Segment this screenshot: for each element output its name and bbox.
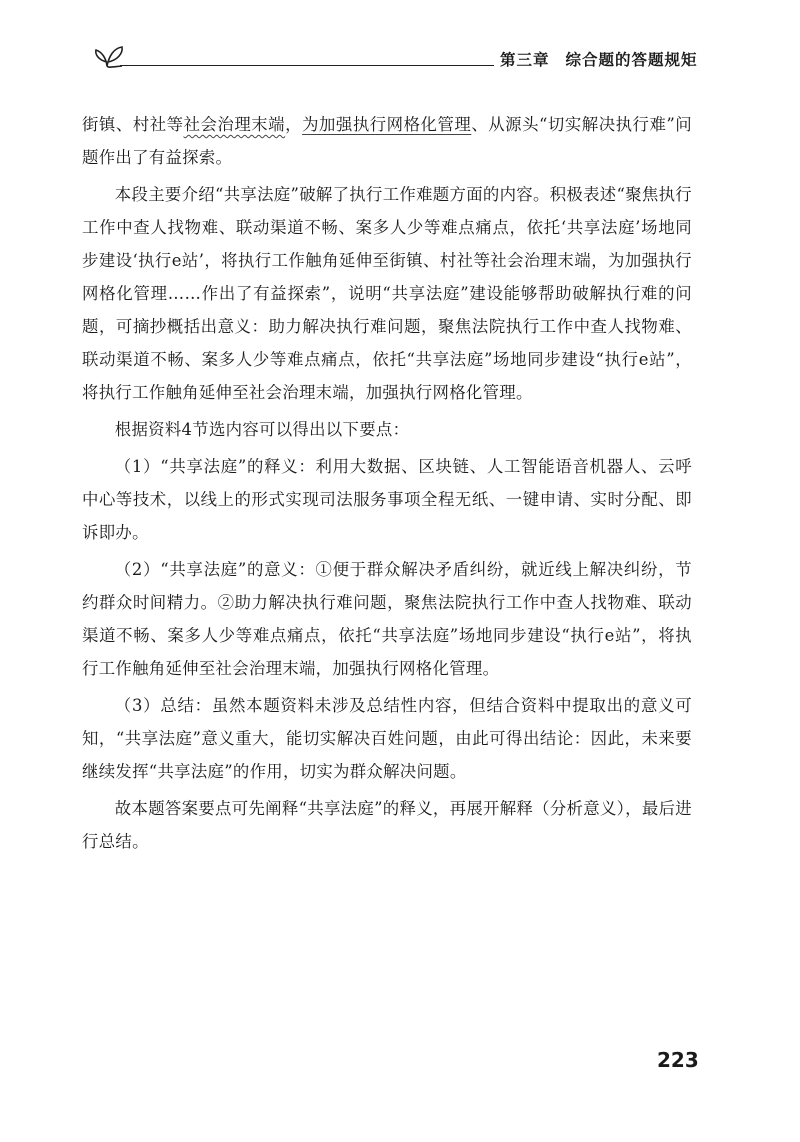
paragraph-continued [82, 108, 692, 174]
text-run: 、从源头“切实解决执行难”问题作出了有益探索。 [82, 115, 692, 167]
chapter-number: 第三章 [500, 51, 550, 69]
paragraph-point-2: （2）“共享法庭”的意义：①便于群众解决矛盾纠纷，就近线上解决纠纷，节约群众时间精力。②助力解决执行难问题，聚焦法院执行工作中查人找物难、联动渠道不畅、案多人少等难点痛点，依托“共享法庭”场地同步建设“执行e站”，将执行工作触角延伸至社会治理末端，加强执行网格化管理。 [82, 560, 692, 678]
underlined-text: 为加强执行网格化管理 [302, 115, 472, 134]
page-number: 223 [657, 1048, 699, 1072]
paragraph-point-3: （3）总结：虽然本题资料未涉及总结性内容，但结合资料中提取出的意义可知，“共享法庭”意义重大，能切实解决百姓问题，由此可得出结论：因此，未来要继续发挥“共享法庭”的作用，切实为群众解决问题。 [82, 696, 692, 781]
sprout-icon [92, 38, 132, 72]
paragraph-point-1: （1）“共享法庭”的释义：利用大数据、区块链、人工智能语音机器人、云呼中心等技术，以线上的形式实现司法服务事项全程无纸、一键申请、实时分配、即诉即办。 [82, 457, 692, 542]
chapter-title [494, 48, 705, 70]
section-title: 综合题的答题规矩 [565, 51, 698, 69]
paragraph-conclusion: 故本题答案要点可先阐释“共享法庭”的释义，再展开解释（分析意义），最后进行总结。 [82, 799, 692, 851]
page-header [92, 38, 702, 78]
page-body [82, 108, 692, 858]
paragraph-analysis: 本段主要介绍“共享法庭”破解了执行工作难题方面的内容。积极表述“聚焦执行工作中查人找物难、联动渠道不畅、案多人少等难点痛点，依托‘共享法庭’场地同步建设‘执行e站’，将执行工作触角延伸至街镇、村社等社会治理末端，为加强执行网格化管理……作出了有益探索”，说明“共享法庭”建设能够帮助破解执行难的问题，可摘抄概括出意义：助力解决执行难问题，聚焦法院执行工作中查人找物难、联动渠道不畅、案多人少等难点痛点，依托“共享法庭”场地同步建设“执行e站”，将执行工作触角延伸至社会治理末端，加强执行网格化管理。 [82, 185, 692, 402]
text-run: 街镇、村社等 [82, 115, 184, 134]
paragraph-intro-points: 根据资料4节选内容可以得出以下要点： [114, 420, 410, 439]
text-run: ， [285, 115, 303, 134]
wavy-underlined-text: 社会治理末端 [183, 115, 286, 134]
